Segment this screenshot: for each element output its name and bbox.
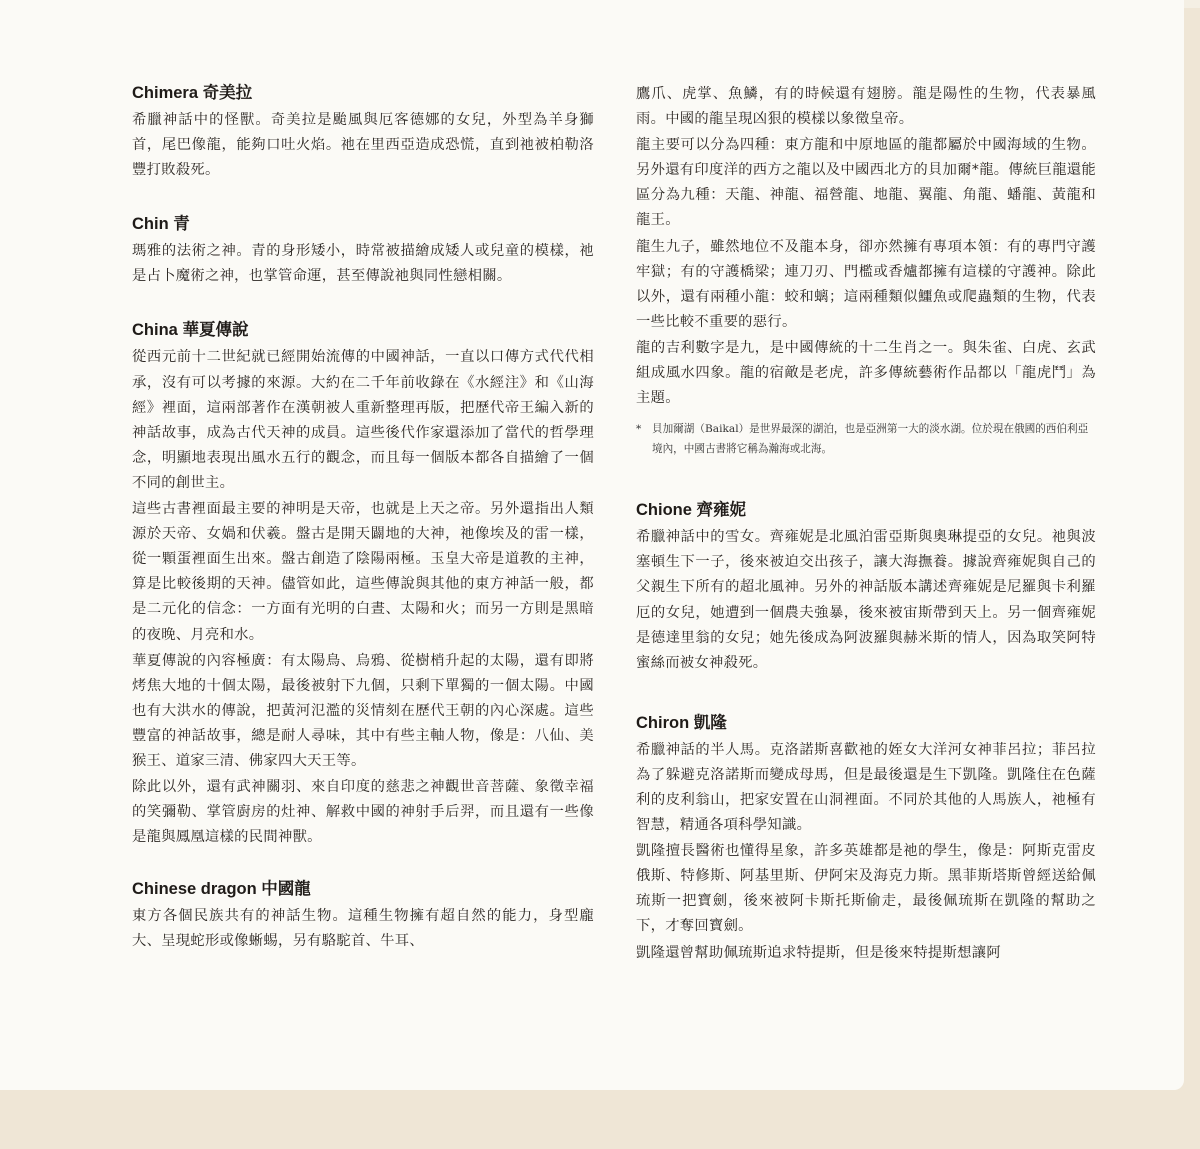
- entry-heading: [636, 712, 1096, 734]
- term-en: China: [132, 321, 178, 340]
- term-zh: 凱隆: [693, 713, 727, 732]
- entry-paragraph: 從西元前十二世紀就已經開始流傳的中國神話，一直以口傳方式代代相承，沒有可以考據的來源。大約在二千年前收錄在《水經注》和《山海經》裡面，這兩部著作在漢朝被人重新整理再版，把歷代帝王編入新的神話故事，成為古代天神的成員。這些後代作家還添加了當代的哲學理念，明顯地表現出風水五行的觀念，而且每一個版本都各自描繪了一個不同的創世主。: [132, 349, 594, 491]
- entry-paragraph: 龍的吉利數字是九，是中國傳統的十二生肖之一。與朱雀、白虎、玄武組成風水四象。龍的宿敵是老虎，許多傳統藝術作品都以「龍虎鬥」為主題。: [636, 339, 1096, 407]
- entry-paragraph: 凱隆還曾幫助佩琉斯追求特提斯，但是後來特提斯想讓阿: [636, 944, 1001, 961]
- term-en: Chinese dragon: [132, 880, 257, 899]
- entry-china: [132, 319, 594, 850]
- entry-paragraph: 這些古書裡面最主要的神明是天帝，也就是上天之帝。另外還指出人類源於天帝、女媧和伏羲。盤古是開天闢地的大神，祂像埃及的雷一樣，從一顆蛋裡面生出來。盤古創造了陰陽兩極。玉皇大帝是道教的主神，算是比較後期的天神。儘管如此，這些傳說與其他的東方神話一般，都是二元化的信念：一方面有光明的白晝、太陽和火；而另一方則是黑暗的夜晚、月亮和水。: [132, 501, 594, 643]
- right-column: [636, 82, 1096, 996]
- entry-heading: [132, 319, 594, 341]
- term-zh: 華夏傳說: [182, 321, 249, 340]
- entry-chiron: [636, 712, 1096, 966]
- entry-paragraph: 東方各個民族共有的神話生物。這種生物擁有超自然的能力，身型龐大、呈現蛇形或像蜥蜴，另有駱駝首、牛耳、: [132, 908, 594, 950]
- entry-paragraph: 龍生九子，雖然地位不及龍本身，卻亦然擁有專項本領：有的專門守護牢獄；有的守護橋梁；連刀刃、門檻或香爐都擁有這樣的守護神。除此以外，還有兩種小龍：蛟和螭；這兩種類似鱷魚或爬蟲類的生物，代表一些比較不重要的惡行。: [636, 238, 1096, 330]
- entry-paragraph: 凱隆擅長醫術也懂得星象，許多英雄都是祂的學生，像是：阿斯克雷皮俄斯、特修斯、阿基里斯、伊阿宋及海克力斯。黑菲斯塔斯曾經送給佩琉斯一把寶劍，後來被阿卡斯托斯偷走，最後佩琉斯在凱隆的幫助之下，才奪回寶劍。: [636, 843, 1096, 935]
- entry-paragraph: 龍主要可以分為四種：東方龍和中原地區的龍都屬於中國海域的生物。另外還有印度洋的西方之龍以及中國西北方的貝加爾*龍。傳統巨龍還能區分為九種：天龍、神龍、福營龍、地龍、翼龍、角龍、蟠龍、黃龍和龍王。: [636, 137, 1096, 229]
- term-zh: 齊雍妮: [696, 501, 747, 520]
- entry-chione: [636, 499, 1096, 676]
- term-zh: 奇美拉: [202, 84, 253, 102]
- entry-paragraph: 希臘神話的半人馬。克洛諾斯喜歡祂的姪女大洋河女神菲呂拉；菲呂拉為了躲避克洛諾斯而變成母馬，但是最後還是生下凱隆。凱隆住在色薩利的皮利翁山，把家安置在山洞裡面。不同於其他的人馬族人，祂極有智慧，精通各項科學知識。: [636, 741, 1096, 834]
- entry-paragraph: 華夏傳說的內容極廣：有太陽鳥、烏鴉、從樹梢升起的太陽，還有即將烤焦大地的十個太陽，最後被射下九個，只剩下單獨的一個太陽。中國也有大洪水的傳說，把黃河氾濫的災情刻在歷代王朝的內心深處。這些豐富的神話故事，總是耐人尋味，其中有些主軸人物，像是：八仙、美猴王、道家三清、佛家四大天王等。: [132, 652, 594, 769]
- term-en: Chione: [636, 501, 692, 520]
- entry-heading: [132, 878, 594, 900]
- term-en: Chimera: [132, 84, 199, 102]
- entry-paragraph: 希臘神話中的雪女。齊雍妮是北風泊雷亞斯與奧琳提亞的女兒。祂與波塞頓生下一子，後來被迫交出孩子，讓大海撫養。據說齊雍妮與自己的父親生下所有的超北風神。另外的神話版本講述齊雍妮是尼羅與卡利羅厄的女兒，她遭到一個農夫強暴，後來被宙斯帶到天上。另一個齊雍妮是德達里翁的女兒；她先後成為阿波羅與赫米斯的情人，因為取笑阿特蜜絲而被女神殺死。: [636, 529, 1096, 671]
- term-en: Chin: [132, 215, 169, 234]
- entry-paragraph: 瑪雅的法術之神。青的身形矮小，時常被描繪成矮人或兒童的模樣，祂是占卜魔術之神，也掌管命運，甚至傳說祂與同性戀相關。: [132, 243, 594, 285]
- entry-chimera: [132, 82, 594, 183]
- left-column: [132, 82, 594, 985]
- entry-paragraph: 除此以外，還有武神關羽、來自印度的慈悲之神觀世音菩薩、象徵幸福的笑彌勒、掌管廚房的灶神、解救中國的神射手后羿，而且還有一些像是龍與鳳凰這樣的民間神獸。: [132, 779, 594, 846]
- term-zh: 中國龍: [261, 880, 311, 899]
- term-zh: 青: [173, 215, 190, 234]
- entry-chinese-dragon-continued: [636, 82, 1096, 459]
- entry-chin: [132, 213, 594, 289]
- entry-chinese-dragon: [132, 878, 594, 954]
- footnote-marker: *: [636, 423, 642, 436]
- footnote-text: 貝加爾湖（Baikal）是世界最深的湖泊，也是亞洲第一大的淡水湖。位於現在俄國的西伯利亞境內，中國古書將它稱為瀚海或北海。: [652, 423, 1089, 456]
- entry-heading: [132, 213, 594, 235]
- term-en: Chiron: [636, 713, 690, 732]
- entry-paragraph: 希臘神話中的怪獸。奇美拉是颱風與厄客德娜的女兒，外型為羊身獅首，尾巴像龍，能夠口吐火焰。祂在里西亞造成恐慌，直到祂被柏勒洛豐打敗殺死。: [132, 112, 594, 179]
- entry-paragraph: 鷹爪、虎掌、魚鱗，有的時候還有翅膀。龍是陽性的生物，代表暴風雨。中國的龍呈現凶狠的模樣以象徵皇帝。: [636, 86, 1096, 128]
- entry-heading: [636, 499, 1096, 521]
- footnote: [636, 419, 1096, 459]
- entry-heading: [132, 82, 594, 104]
